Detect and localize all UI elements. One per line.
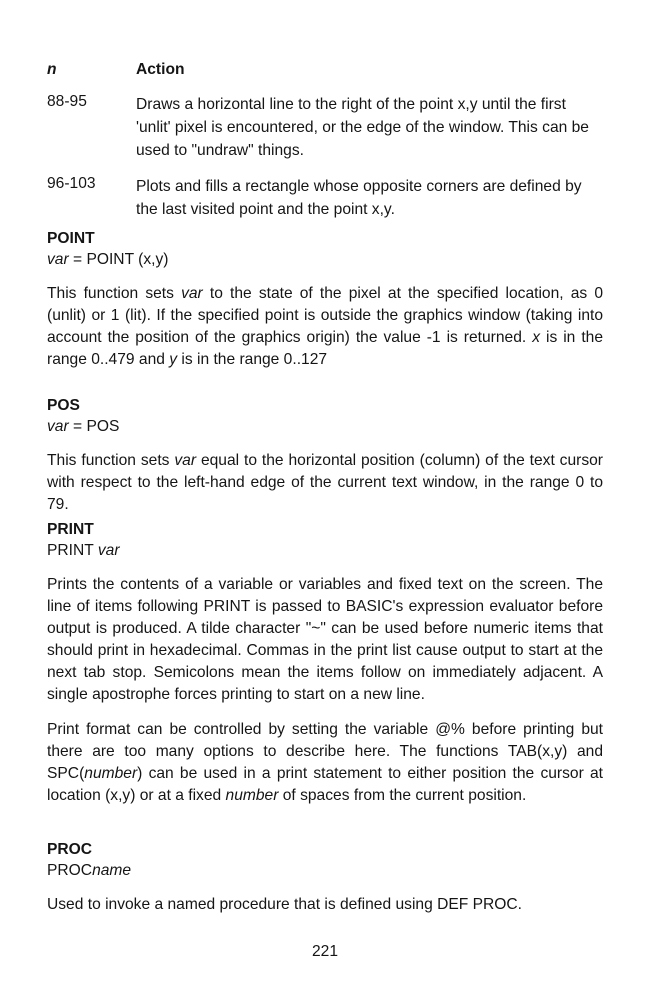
- text-run: is in the range 0..479 and: [47, 329, 604, 368]
- syntax-keyword: PROC: [47, 862, 93, 879]
- description-paragraph: Prints the contents of a variable or variables and fixed text on the screen. The line of items following PRINT is passed to BASIC's expression evaluator before output is produced. A tilde character "~" can be used before numeric items that should print in hexadecimal. Commas in the print list cause output to start at the next tab stop. Semicolons mean the items follow on immediately adjacent. A single apostrophe forces printing to start on a new line.: [47, 576, 603, 703]
- syntax-line: [47, 416, 603, 438]
- row-description: Plots and fills a rectangle whose opposite corners are defined by the last visited point and the point x,y.: [136, 178, 582, 218]
- text-run: This function sets: [47, 285, 182, 302]
- page-number: 221: [311, 943, 339, 960]
- text-run-italic: number: [225, 787, 279, 804]
- text-run-italic: number: [84, 765, 138, 782]
- syntax-line: [47, 249, 603, 271]
- keyword-heading: POINT: [47, 230, 95, 247]
- section-point: [47, 229, 603, 371]
- row-code: 96-103: [47, 175, 96, 192]
- syntax-rest: = POINT (x,y): [68, 251, 169, 268]
- row-description: Draws a horizontal line to the right of the point x,y until the first 'unlit' pixel is encountered, or the edge of the window. This can be used to "undraw" things.: [136, 96, 589, 159]
- text-run: to the state of the pixel at the specified location, as 0 (unlit) or 1 (lit). If the specified point is outside the graphics window (taking into account the position of the graphics origin) the value -1 is returned.: [47, 285, 604, 346]
- keyword-heading: PRINT: [47, 521, 94, 538]
- syntax-line: [47, 540, 603, 562]
- action-table-header: [47, 61, 603, 83]
- text-run: equal to the horizontal position (column) of the text cursor with respect to the left-hand edge of the current text window, in the range 0 to 79.: [47, 452, 604, 513]
- description-paragraph: [47, 283, 603, 371]
- syntax-var: var: [97, 542, 120, 559]
- text-run-italic: y: [169, 351, 178, 368]
- syntax-var: var: [47, 251, 69, 268]
- text-run: of spaces from the current position.: [278, 787, 527, 804]
- text-run-italic: var: [181, 285, 203, 302]
- text-run: This function sets: [47, 452, 175, 469]
- column-n-heading: n: [47, 61, 57, 78]
- description-paragraph: [47, 719, 603, 807]
- syntax-line: [47, 860, 603, 882]
- text-run: Print format can be controlled by setting the variable @% before printing but there are too many options to describe here. The functions TAB(x,y) and SPC(: [47, 721, 603, 782]
- section-pos: [47, 396, 603, 516]
- description-paragraph: [47, 450, 603, 516]
- syntax-name: name: [92, 862, 132, 879]
- section-print: [47, 520, 603, 807]
- syntax-rest: = POS: [68, 418, 120, 435]
- syntax-keyword: PRINT: [47, 542, 98, 559]
- syntax-var: var: [47, 418, 69, 435]
- row-code: 88-95: [47, 93, 87, 110]
- text-run-italic: x: [532, 329, 540, 346]
- keyword-heading: POS: [47, 397, 80, 414]
- text-run: is in the range 0..127: [177, 351, 328, 368]
- text-run-italic: var: [174, 452, 197, 469]
- section-proc: [47, 840, 603, 916]
- keyword-heading: PROC: [47, 841, 93, 858]
- column-action-heading: Action: [136, 61, 185, 78]
- description-paragraph: Used to invoke a named procedure that is defined using DEF PROC.: [47, 896, 522, 913]
- text-run: ) can be used in a print statement to either position the cursor at location (x,y) or at a fixed: [47, 765, 603, 804]
